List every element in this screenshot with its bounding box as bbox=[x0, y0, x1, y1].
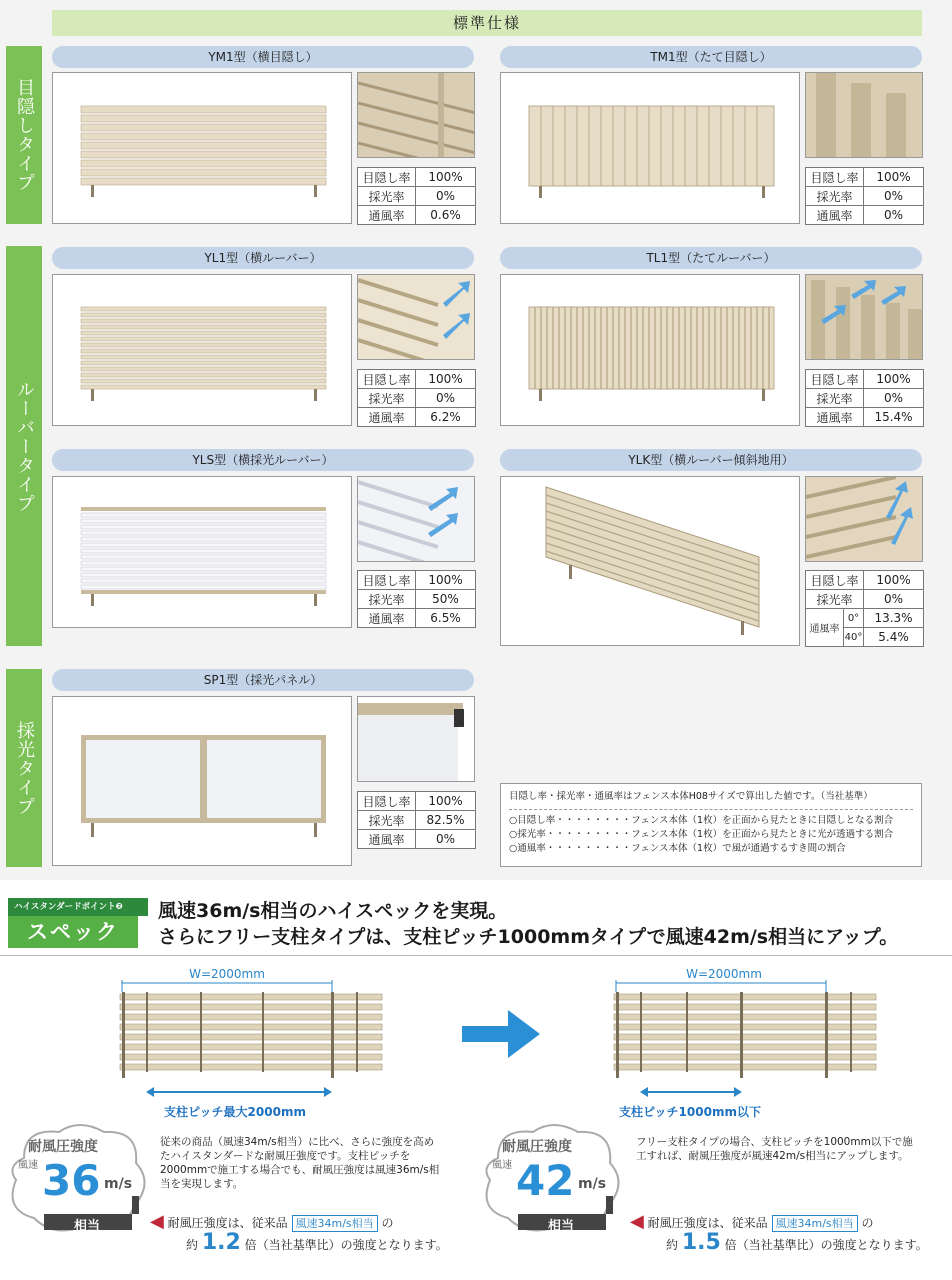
note-line-mekakushi: ○目隠し率・・・・・・・・フェンス本体（1枚）を正面から見たときに目隠しとなる割合 bbox=[509, 815, 894, 826]
value-tsufu: 0% bbox=[416, 830, 476, 849]
value-tsufu-40: 5.4% bbox=[864, 628, 924, 647]
label-tsufu: 通風率 bbox=[358, 408, 416, 427]
fence-image-tl1 bbox=[500, 274, 800, 426]
spec-table-sp1 bbox=[357, 791, 476, 849]
angle-0: 0° bbox=[844, 609, 864, 628]
width-label-left: W=2000mm bbox=[189, 967, 265, 981]
fence-image-yls bbox=[52, 476, 352, 628]
definition-note bbox=[500, 783, 922, 867]
note-title: 目隠し率・採光率・通風率はフェンス本体H08サイズで算出した値です。（当社基準） bbox=[509, 791, 873, 802]
label-saiko: 採光率 bbox=[358, 187, 416, 206]
value-tsufu: 0% bbox=[864, 206, 924, 225]
category-louver: ルーバータイプ bbox=[6, 246, 42, 646]
value-mekakushi: 100% bbox=[416, 168, 476, 187]
fence-image-ym1 bbox=[52, 72, 352, 224]
spec-badge bbox=[8, 898, 148, 950]
value-saiko: 0% bbox=[864, 590, 924, 609]
value-tsufu: 15.4% bbox=[864, 408, 924, 427]
cmp-box: 風速34m/s相当 bbox=[772, 1215, 858, 1232]
fence-diagram-left bbox=[118, 980, 383, 1100]
label-tsufu: 通風率 bbox=[358, 206, 416, 225]
model-title-tl1: TL1型（たてルーバー） bbox=[500, 247, 922, 269]
cmp-text: の bbox=[381, 1216, 394, 1230]
label-mekakushi: 目隠し率 bbox=[806, 168, 864, 187]
category-mekakushi: 目隠しタイプ bbox=[6, 46, 42, 224]
spec-table-yls bbox=[357, 570, 476, 628]
value-tsufu-0: 13.3% bbox=[864, 609, 924, 628]
label-saiko: 採光率 bbox=[358, 389, 416, 408]
detail-image-tl1 bbox=[805, 274, 923, 360]
desc-left: 従来の商品（風速34m/s相当）に比べ、さらに強度を高めたハイスタンダードな耐風圧強度です。支柱ピッチを2000mmで施工する場合でも、耐風圧強度は風速36m/s相当を実現します。 bbox=[160, 1136, 440, 1190]
value-tsufu: 6.5% bbox=[416, 609, 476, 628]
desc-right: フリー支柱タイプの場合、支柱ピッチを1000mm以下で施工すれば、耐風圧強度が風速42m/s相当にアップします。 bbox=[636, 1136, 913, 1162]
value-mekakushi: 100% bbox=[416, 571, 476, 590]
label-tsufu: 通風率 bbox=[806, 206, 864, 225]
detail-image-yl1 bbox=[357, 274, 475, 360]
value-mekakushi: 100% bbox=[864, 571, 924, 590]
pitch-label-left: 支柱ピッチ最大2000mm bbox=[164, 1105, 306, 1119]
cloud-sub: 風速 bbox=[492, 1160, 512, 1171]
label-saiko: 採光率 bbox=[358, 811, 416, 830]
model-title-tm1: TM1型（たて目隠し） bbox=[500, 46, 922, 68]
value-saiko: 82.5% bbox=[416, 811, 476, 830]
model-title-ym1: YM1型（横目隠し） bbox=[52, 46, 474, 68]
fence-image-ylk bbox=[500, 476, 800, 646]
wind-speed-value: 36 bbox=[42, 1156, 101, 1205]
cmp-text: 倍（当社基準比）の強度となります。 bbox=[724, 1238, 928, 1252]
detail-image-tm1 bbox=[805, 72, 923, 158]
cmp-text: 倍（当社基準比）の強度となります。 bbox=[244, 1238, 448, 1252]
wind-speed-badge-left bbox=[4, 1118, 154, 1238]
ratio-value: 1.2 bbox=[201, 1230, 241, 1255]
label-mekakushi: 目隠し率 bbox=[358, 792, 416, 811]
value-mekakushi: 100% bbox=[864, 370, 924, 389]
note-line-tsufu: ○通風率・・・・・・・・・フェンス本体（1枚）で風が通過するすき間の割合 bbox=[509, 843, 846, 854]
comparison-left bbox=[150, 1212, 460, 1255]
soto-label: 相当 bbox=[548, 1219, 575, 1234]
angle-40: 40° bbox=[844, 628, 864, 647]
label-saiko: 採光率 bbox=[806, 590, 864, 609]
label-mekakushi: 目隠し率 bbox=[806, 370, 864, 389]
headline-line2: さらにフリー支柱タイプは、支柱ピッチ1000mmタイプで風速42m/s相当にアップ。 bbox=[158, 926, 899, 948]
value-saiko: 0% bbox=[864, 389, 924, 408]
model-title-yl1: YL1型（横ルーバー） bbox=[52, 247, 474, 269]
detail-image-ym1 bbox=[357, 72, 475, 158]
ratio-value: 1.5 bbox=[681, 1230, 721, 1255]
model-title-ylk: YLK型（横ルーバー傾斜地用） bbox=[500, 449, 922, 471]
label-mekakushi: 目隠し率 bbox=[358, 571, 416, 590]
value-saiko: 50% bbox=[416, 590, 476, 609]
value-saiko: 0% bbox=[864, 187, 924, 206]
soto-label: 相当 bbox=[74, 1219, 101, 1234]
fence-image-yl1 bbox=[52, 274, 352, 426]
value-tsufu: 0.6% bbox=[416, 206, 476, 225]
value-mekakushi: 100% bbox=[416, 792, 476, 811]
spec-table-ylk bbox=[805, 570, 924, 647]
badge-top: ハイスタンダードポイント❷ bbox=[8, 898, 148, 916]
cloud-title: 耐風圧強度 bbox=[28, 1139, 98, 1155]
pitch-label-right: 支柱ピッチ1000mm以下 bbox=[619, 1105, 761, 1119]
arrow-left-icon: ◀ bbox=[150, 1211, 164, 1232]
value-mekakushi: 100% bbox=[864, 168, 924, 187]
value-mekakushi: 100% bbox=[416, 370, 476, 389]
label-mekakushi: 目隠し率 bbox=[806, 571, 864, 590]
model-title-sp1: SP1型（採光パネル） bbox=[52, 669, 474, 691]
cloud-sub: 風速 bbox=[18, 1160, 38, 1171]
arrow-left-icon: ◀ bbox=[630, 1211, 644, 1232]
cmp-text: の bbox=[861, 1216, 874, 1230]
cmp-text: 約 bbox=[666, 1238, 679, 1252]
cmp-text: 耐風圧強度は、従来品 bbox=[647, 1216, 768, 1230]
spec-table-tm1 bbox=[805, 167, 924, 225]
spec-table-ym1 bbox=[357, 167, 476, 225]
detail-image-sp1 bbox=[357, 696, 475, 782]
cmp-text: 耐風圧強度は、従来品 bbox=[167, 1216, 288, 1230]
note-line-saiko: ○採光率・・・・・・・・・フェンス本体（1枚）を正面から見たときに光が透過する割合 bbox=[509, 829, 894, 840]
detail-image-ylk bbox=[805, 476, 923, 562]
spec-table-yl1 bbox=[357, 369, 476, 427]
width-label-right: W=2000mm bbox=[686, 967, 762, 981]
label-mekakushi: 目隠し率 bbox=[358, 168, 416, 187]
wind-speed-value: 42 bbox=[516, 1156, 575, 1205]
label-tsufu: 通風率 bbox=[806, 609, 844, 647]
spec-table-tl1 bbox=[805, 369, 924, 427]
label-tsufu: 通風率 bbox=[358, 830, 416, 849]
value-tsufu: 6.2% bbox=[416, 408, 476, 427]
headline-line1: 風速36m/s相当のハイスペックを実現。 bbox=[158, 900, 508, 922]
label-mekakushi: 目隠し率 bbox=[358, 370, 416, 389]
fence-diagram-right bbox=[612, 980, 877, 1100]
section-header: 標準仕様 bbox=[52, 10, 922, 36]
value-saiko: 0% bbox=[416, 187, 476, 206]
label-tsufu: 通風率 bbox=[358, 609, 416, 628]
wind-speed-unit: m/s bbox=[104, 1176, 133, 1192]
badge-main: スペック bbox=[8, 916, 138, 948]
label-saiko: 採光率 bbox=[358, 590, 416, 609]
category-saiko: 採光タイプ bbox=[6, 669, 42, 867]
spec-headline bbox=[158, 898, 898, 950]
arrow-right-icon bbox=[462, 1008, 542, 1060]
wind-speed-badge-right bbox=[478, 1118, 628, 1238]
cmp-box: 風速34m/s相当 bbox=[292, 1215, 378, 1232]
cloud-title: 耐風圧強度 bbox=[502, 1139, 572, 1155]
label-saiko: 採光率 bbox=[806, 389, 864, 408]
wind-speed-unit: m/s bbox=[578, 1176, 607, 1192]
label-saiko: 採光率 bbox=[806, 187, 864, 206]
value-saiko: 0% bbox=[416, 389, 476, 408]
comparison-right bbox=[630, 1212, 940, 1255]
cmp-text: 約 bbox=[186, 1238, 199, 1252]
label-tsufu: 通風率 bbox=[806, 408, 864, 427]
model-title-yls: YLS型（横採光ルーバー） bbox=[52, 449, 474, 471]
fence-image-tm1 bbox=[500, 72, 800, 224]
detail-image-yls bbox=[357, 476, 475, 562]
divider bbox=[0, 955, 952, 956]
fence-image-sp1 bbox=[52, 696, 352, 866]
